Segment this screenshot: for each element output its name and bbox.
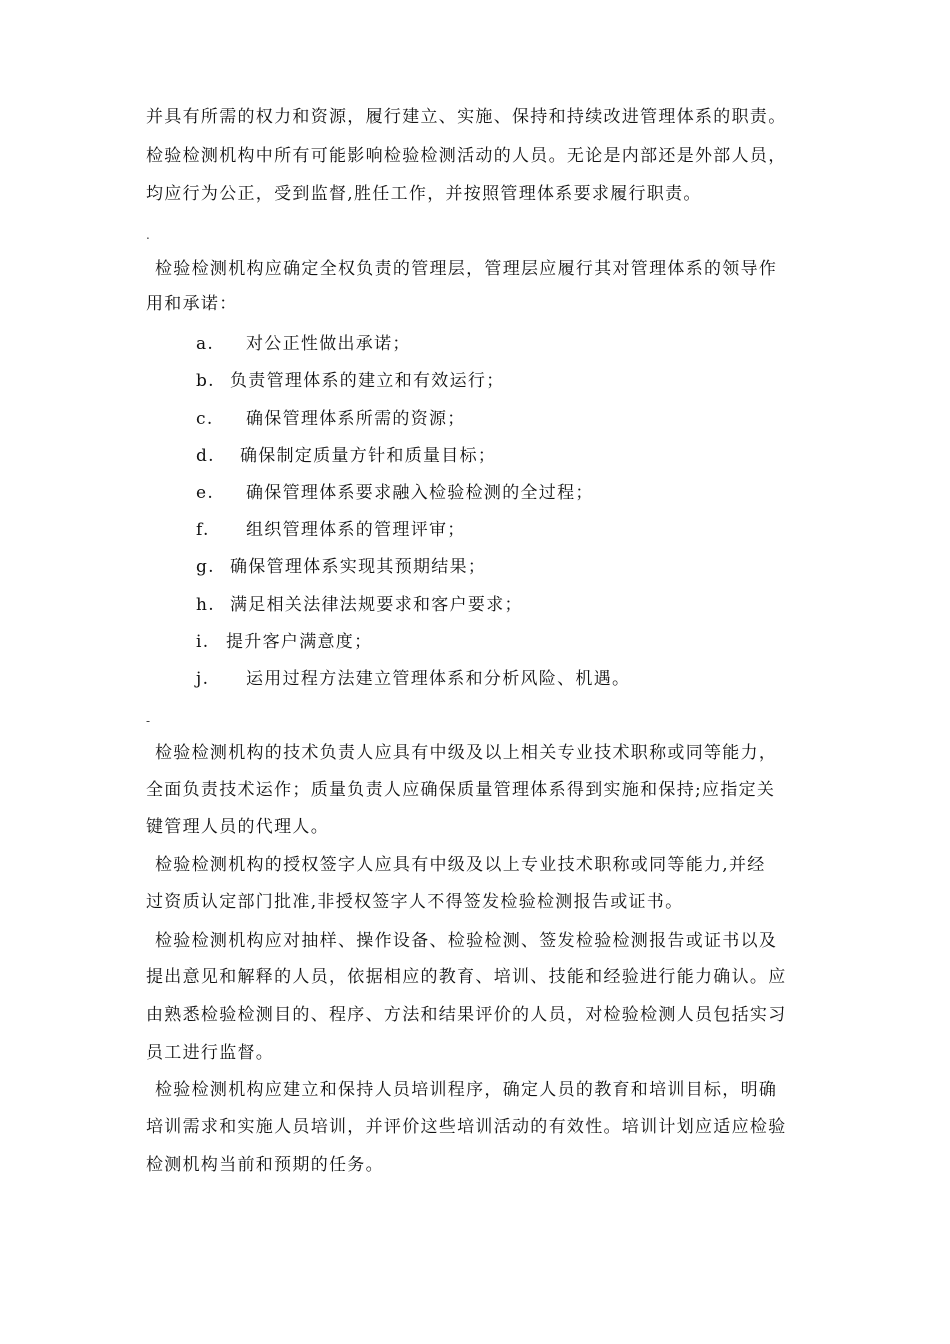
list-item-letter: a. [196, 334, 215, 354]
list-item [196, 594, 523, 616]
paragraph-line: 员工进行监督。 [146, 1043, 275, 1063]
paragraph-line: 检验检测机构中所有可能影响检验检测活动的人员。无论是内部还是外部人员， [146, 146, 787, 166]
list-item-text: 运用过程方法建立管理体系和分析风险、机遇。 [246, 669, 631, 689]
paragraph-line: 检验检测机构的授权签字人应具有中级及以上专业技术职称或同等能力,并经 [155, 855, 766, 875]
paragraph-line: 用和承诺： [146, 294, 238, 314]
list-item [196, 556, 486, 578]
list-item-text: 确保管理体系实现其预期结果； [230, 557, 487, 577]
list-item-letter: h. [196, 595, 215, 615]
list-item-text: 组织管理体系的管理评审； [246, 520, 466, 540]
list-item [196, 408, 466, 430]
paragraph-line: 并具有所需的权力和资源，履行建立、实施、保持和持续改进管理体系的职责。 [146, 107, 787, 127]
list-item [196, 482, 594, 504]
list-item-text: 提升客户满意度； [226, 632, 373, 652]
list-item-letter: b. [196, 371, 215, 391]
list-item-text: 确保管理体系要求融入检验检测的全过程； [246, 483, 594, 503]
paragraph-marker: . [146, 228, 150, 242]
list-item-letter: f. [196, 520, 210, 540]
list-item-text: 负责管理体系的建立和有效运行； [230, 371, 505, 391]
list-item [196, 333, 411, 355]
list-item-letter: j. [196, 669, 210, 689]
list-item-text: 满足相关法律法规要求和客户要求； [230, 595, 523, 615]
paragraph-line: 检测机构当前和预期的任务。 [146, 1155, 384, 1175]
list-item [196, 519, 466, 541]
list-item-letter: e. [196, 483, 215, 503]
paragraph-line: 全面负责技术运作；质量负责人应确保质量管理体系得到实施和保持;应指定关 [146, 780, 776, 800]
paragraph-line: 检验检测机构应确定全权负责的管理层，管理层应履行其对管理体系的领导作 [155, 259, 778, 279]
list-item-text: 确保制定质量方针和质量目标； [240, 446, 497, 466]
list-item-letter: g. [196, 557, 215, 577]
paragraph-line: 培训需求和实施人员培训，并评价这些培训活动的有效性。培训计划应适应检验 [146, 1117, 787, 1137]
list-item-letter: i. [196, 632, 210, 652]
paragraph-marker: - [146, 714, 151, 728]
paragraph-line: 由熟悉检验检测目的、程序、方法和结果评价的人员，对检验检测人员包括实习 [146, 1005, 787, 1025]
paragraph-line: 提出意见和解释的人员，依据相应的教育、培训、技能和经验进行能力确认。应 [146, 967, 787, 987]
paragraph-line: 过资质认定部门批准,非授权签字人不得签发检验检测报告或证书。 [146, 892, 684, 912]
paragraph-line: 键管理人员的代理人。 [146, 817, 329, 837]
list-item-text: 确保管理体系所需的资源； [246, 409, 466, 429]
list-item [196, 445, 496, 467]
paragraph-line: 检验检测机构应对抽样、操作设备、检验检测、签发检验检测报告或证书以及 [155, 931, 778, 951]
paragraph-line: 检验检测机构应建立和保持人员培训程序，确定人员的教育和培训目标，明确 [155, 1080, 778, 1100]
list-item [196, 668, 630, 690]
paragraph-line: 均应行为公正，受到监督,胜任工作，并按照管理体系要求履行职责。 [146, 184, 702, 204]
list-item-letter: d. [196, 446, 215, 466]
list-item [196, 631, 372, 653]
list-item [196, 370, 505, 392]
list-item-letter: c. [196, 409, 214, 429]
list-item-text: 对公正性做出承诺； [246, 334, 411, 354]
paragraph-line: 检验检测机构的技术负责人应具有中级及以上相关专业技术职称或同等能力， [155, 743, 778, 763]
